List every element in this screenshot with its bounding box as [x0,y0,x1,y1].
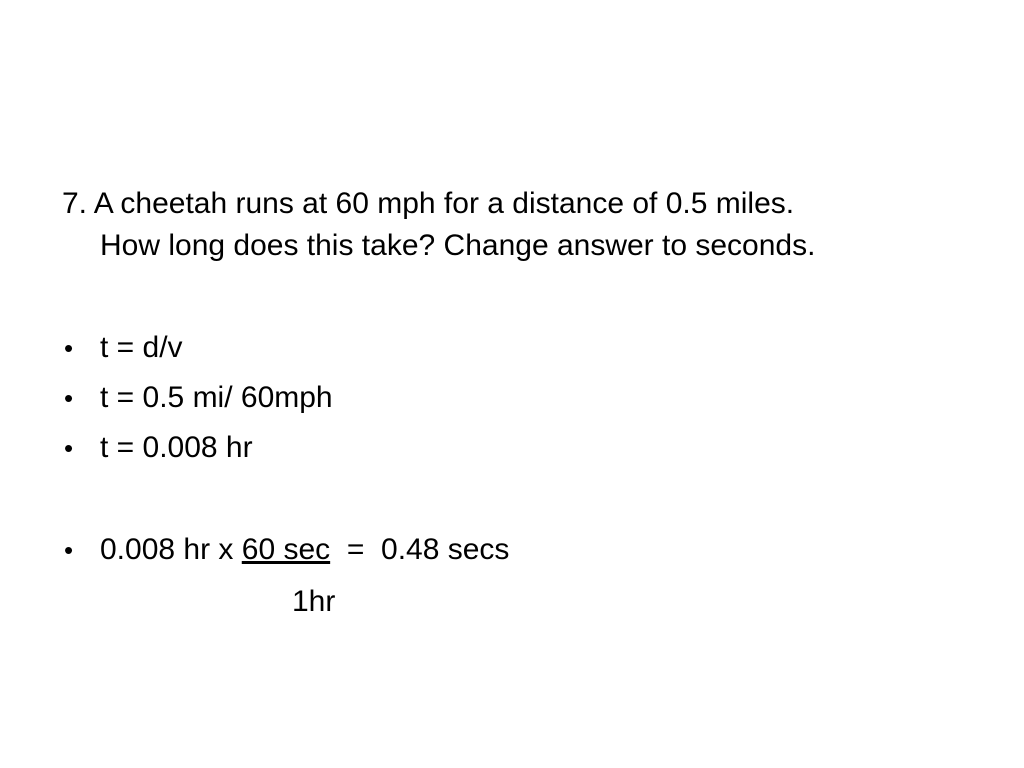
bullet-marker: • [64,535,74,565]
question-line-1: 7. A cheetah runs at 60 mph for a distance of 0.5 miles. [62,187,795,220]
formula-line: t = d/v [100,331,183,364]
bullet-marker: • [64,433,74,463]
bullet-marker: • [64,333,74,363]
conversion-prefix: 0.008 hr x [100,533,242,566]
substitution-line: t = 0.5 mi/ 60mph [100,381,333,414]
conversion-result: = 0.48 secs [330,533,510,566]
conversion-denominator: 1hr [292,585,336,618]
conversion-numerator: 60 sec [241,533,331,566]
result-line: t = 0.008 hr [100,431,253,464]
conversion-line [100,532,509,568]
bullet-marker: • [64,383,74,413]
question-line-2: How long does this take? Change answer to seconds. [100,229,816,262]
